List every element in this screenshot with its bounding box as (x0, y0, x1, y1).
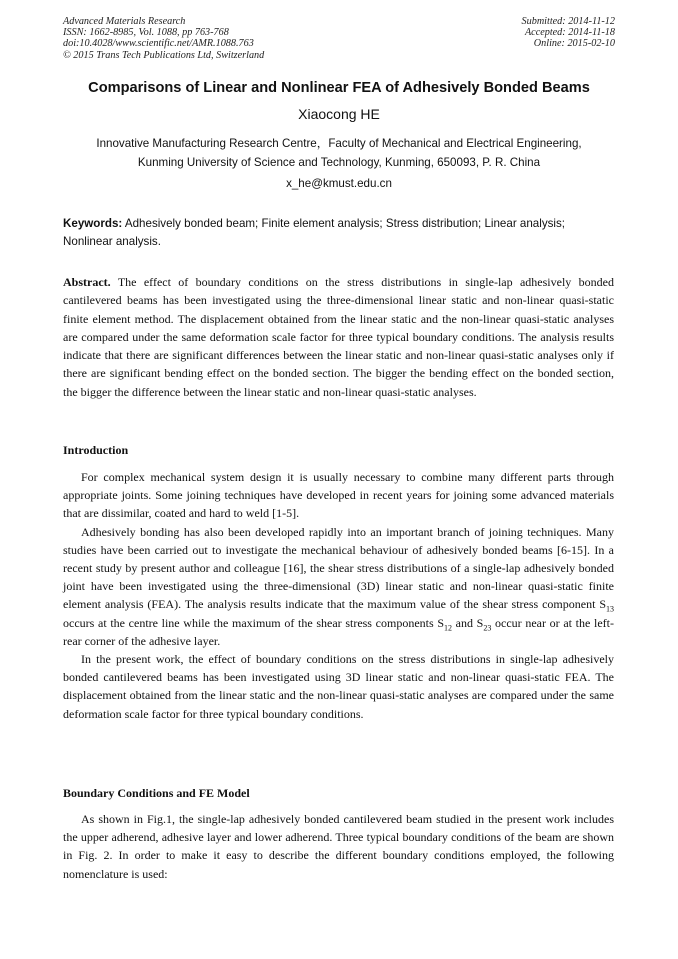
abstract-section (63, 273, 614, 401)
author-email: x_he@kmust.edu.cn (286, 177, 392, 190)
submitted-date: Submitted: 2014-11-12 (521, 16, 615, 27)
boundary-conditions-heading: Boundary Conditions and FE Model (63, 786, 250, 800)
intro-p2-part-c: and S (452, 615, 484, 630)
accepted-date: Accepted: 2014-11-18 (524, 27, 615, 39)
abstract-label: Abstract. (63, 275, 111, 289)
journal-header (63, 16, 264, 61)
affiliation (40, 134, 638, 172)
doi-line: doi:10.4028/www.scientific.net/AMR.1088.763 (63, 38, 254, 50)
intro-p2-part-d: occur near or at the left-rear corner of the adhesive layer. (63, 615, 615, 648)
affiliation-line-2: Kunming University of Science and Technology, Kunming, 650093, P. R. China (137, 156, 541, 169)
subscript-12: 12 (444, 623, 452, 633)
affiliation-line-1: Innovative Manufacturing Research Centre，Faculty of Mechanical and Electrical Engineering, (96, 137, 582, 150)
intro-p2-part-a: Adhesively bonding has also been developed rapidly into an important branch of joining techniques. Many studies have been carried out to investigate the mechanical behaviour of adhesively bonded beams [6-15]. In a recent study by present author and colleague [16], the shear stress distributions of a single-lap adhesively bonded joint have been investigated using the three-dimensional (3D) linear static and non-linear quasi-static finite element analysis (FEA). The analysis results indicate that the maximum value of the shear stress component S (63, 524, 614, 612)
intro-paragraph-2 (63, 523, 614, 650)
online-date: Online: 2015-02-10 (533, 38, 615, 50)
copyright-line: © 2015 Trans Tech Publications Ltd, Switzerland (63, 49, 265, 61)
subscript-23: 23 (483, 623, 492, 633)
boundary-conditions-body (63, 810, 614, 883)
paper-title: Comparisons of Linear and Nonlinear FEA of Adhesively Bonded Beams (88, 80, 590, 96)
subscript-13: 13 (606, 604, 614, 614)
introduction-heading: Introduction (63, 443, 129, 457)
keywords-section (63, 215, 616, 251)
keywords-label: Keywords: (63, 217, 123, 230)
keywords-text: Adhesively bonded beam; Finite element analysis; Stress distribution; Linear analysis; Nonlinear analysis. (63, 217, 566, 248)
introduction-body (63, 468, 614, 723)
intro-p2-part-b: occurs at the centre line while the maximum of the shear stress components S (63, 615, 444, 630)
abstract-text: The effect of boundary conditions on the stress distributions in single-lap adhesively bonded cantilevered beams has been investigated using the three-dimensional linear static and non-linear quasi-static finite element method. The displacement obtained from the linear static and the non-linear quasi-static analyses are compared under the same deformation scale factor for three typical boundary conditions. The analysis results indicate that there are significant differences between the linear static and non-linear quasi-static analyses only if there are significant bending effect on the bonded section. The bigger the bending effect on the bonded section, the bigger the difference between the linear static and non-linear quasi-static analyses. (63, 275, 614, 399)
author-name: Xiaocong HE (298, 106, 380, 122)
intro-paragraph-3: In the present work, the effect of boundary conditions on the stress distributions in single-lap adhesively bonded cantilevered beams has been investigated using 3D linear static and non-linear quasi-static FEA. The displacement obtained from the linear static and the non-linear quasi-static analyses are compared under the same deformation scale factor for three typical boundary conditions. (63, 652, 614, 721)
journal-name: Advanced Materials Research (63, 16, 186, 27)
bc-paragraph-1: As shown in Fig.1, the single-lap adhesively bonded cantilevered beam studied in the present work includes the upper adherend, adhesive layer and lower adherend. Three typical boundary conditions of the beam are shown in Fig. 2. In order to make it easy to describe the different boundary conditions employed, the following nomenclature is used: (63, 812, 614, 881)
dates-header (522, 16, 615, 50)
issn-line: ISSN: 1662-8985, Vol. 1088, pp 763-768 (63, 27, 229, 39)
intro-paragraph-1: For complex mechanical system design it is usually necessary to combine many different parts through appropriate joints. Some joining techniques have developed in recent years for joining some advanced materials that are dissimilar, coated and hard to weld [1-5]. (63, 470, 614, 521)
